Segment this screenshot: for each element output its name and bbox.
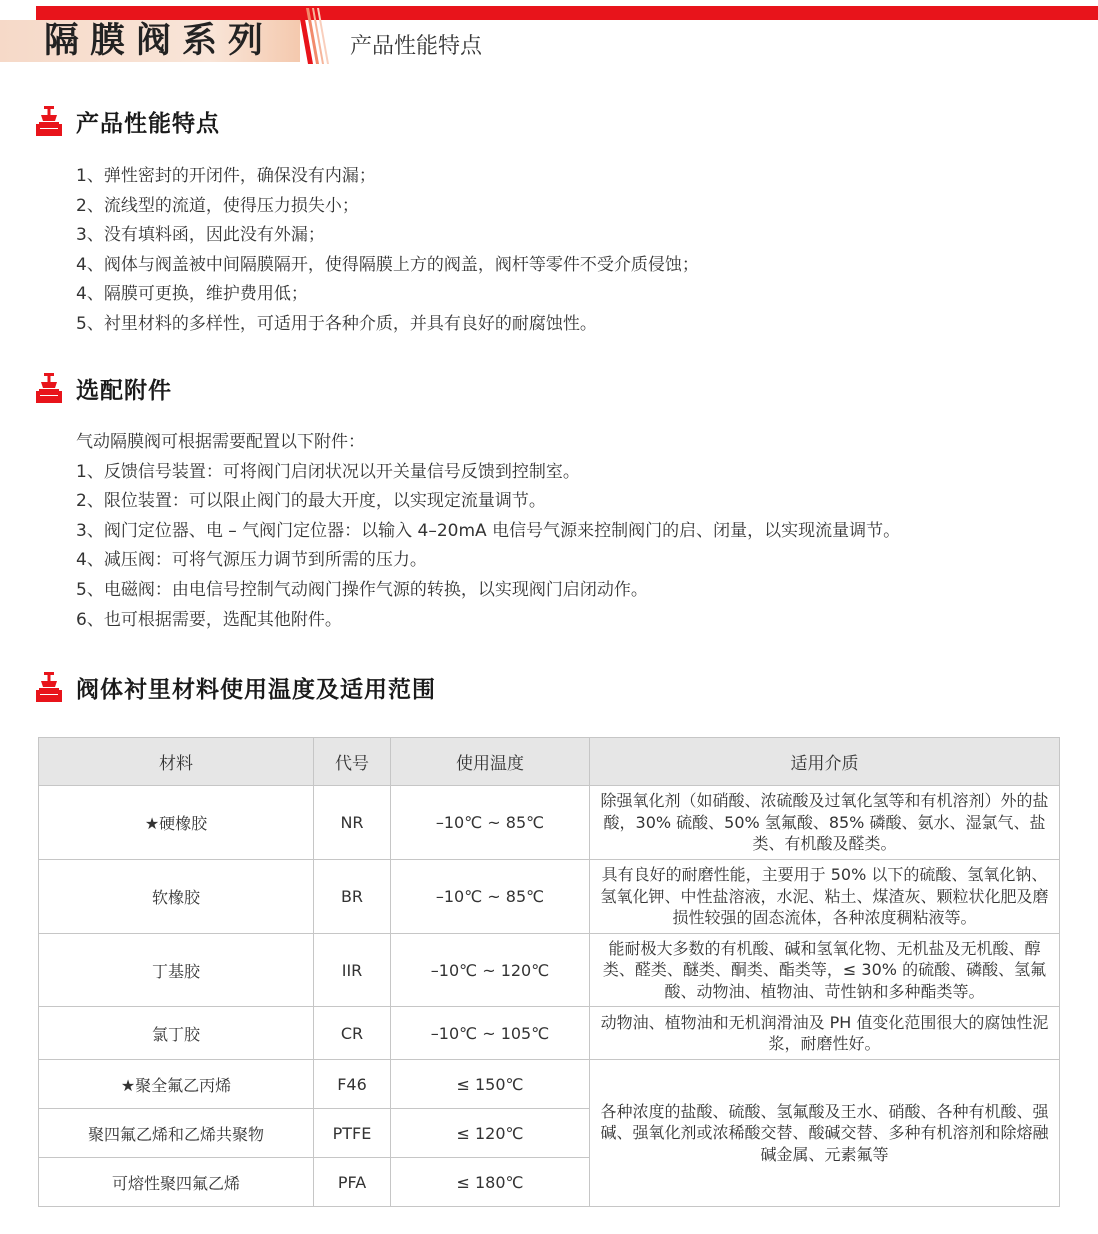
table-row (39, 860, 1060, 934)
code-cell: NR (314, 786, 391, 860)
list-item: 气动隔膜阀可根据需要配置以下附件： (76, 432, 365, 452)
features-heading (36, 104, 220, 138)
page-subtitle: 产品性能特点 (350, 34, 483, 59)
table-row (39, 1060, 1060, 1109)
list-item: 4、隔膜可更换，维护费用低； (76, 284, 308, 305)
list-item: 6、也可根据需要，选配其他附件。 (76, 609, 342, 630)
header-stripes-decoration (296, 8, 346, 64)
medium-cell: 具有良好的耐磨性能，主要用于 50% 以下的硫酸、氢氧化钠、氢氧化钾、中性盐溶液，水泥、粘土、煤渣灰、颗粒状化肥及磨损性较强的固态流体，各种浓度稠粘液等。 (590, 860, 1060, 934)
temperature-cell: –10℃ ~ 85℃ (391, 786, 590, 860)
code-cell: PFA (314, 1158, 391, 1207)
valve-icon (36, 672, 62, 702)
material-cell: 氯丁胶 (39, 1007, 314, 1060)
list-item: 5、电磁阀：由电信号控制气动阀门操作气源的转换，以实现阀门启闭动作。 (76, 579, 648, 600)
page-title: 隔膜阀系列 (44, 20, 275, 61)
medium-cell: 除强氧化剂（如硝酸、浓硫酸及过氧化氢等和有机溶剂）外的盐酸，30% 硫酸、50% 氢氟酸、85% 磷酸、氨水、湿氯气、盐类、有机酸及醛类。 (590, 786, 1060, 860)
temperature-cell: –10℃ ~ 105℃ (391, 1007, 590, 1060)
materials-table (38, 737, 1060, 1207)
table-row (39, 934, 1060, 1007)
material-cell: 丁基胶 (39, 934, 314, 1007)
header-banner (0, 0, 1098, 70)
list-item: 1、反馈信号装置：可将阀门启闭状况以开关量信号反馈到控制室。 (76, 461, 580, 482)
list-item: 2、限位装置：可以限止阀门的最大开度，以实现定流量调节。 (76, 491, 546, 512)
list-item: 5、衬里材料的多样性，可适用于各种介质，并具有良好的耐腐蚀性。 (76, 313, 597, 334)
features-list (76, 162, 699, 340)
table-header-row (39, 738, 1060, 786)
list-item: 4、减压阀：可将气源压力调节到所需的压力。 (76, 550, 427, 571)
code-cell: BR (314, 860, 391, 934)
section-heading: 选配附件 (76, 377, 172, 404)
section-heading: 产品性能特点 (76, 110, 220, 137)
medium-cell: 各种浓度的盐酸、硫酸、氢氟酸及王水、硝酸、各种有机酸、强碱、强氧化剂或浓稀酸交替、酸碱交替、多种有机溶剂和除熔融碱金属、元素氟等 (590, 1060, 1060, 1207)
temperature-cell: –10℃ ~ 120℃ (391, 934, 590, 1007)
lining-heading (36, 670, 436, 704)
code-cell: F46 (314, 1060, 391, 1109)
list-item: 4、阀体与阀盖被中间隔膜隔开，使得隔膜上方的阀盖，阀杆等零件不受介质侵蚀； (76, 254, 699, 275)
material-cell: 聚四氟乙烯和乙烯共聚物 (39, 1109, 314, 1158)
material-cell: ★聚全氟乙丙烯 (39, 1060, 314, 1109)
column-header-temperature: 使用温度 (391, 738, 590, 786)
table-row (39, 786, 1060, 860)
accessories-heading (36, 371, 172, 405)
list-item: 3、没有填料函，因此没有外漏； (76, 225, 325, 246)
column-header-medium: 适用介质 (590, 738, 1060, 786)
list-item: 3、阀门定位器、电 – 气阀门定位器：以输入 4–20mA 电信号气源来控制阀门的启、闭量，以实现流量调节。 (76, 520, 901, 541)
temperature-cell: –10℃ ~ 85℃ (391, 860, 590, 934)
temperature-cell: ≤ 180℃ (391, 1158, 590, 1207)
temperature-cell: ≤ 120℃ (391, 1109, 590, 1158)
list-item: 2、流线型的流道，使得压力损失小； (76, 195, 359, 216)
column-header-code: 代号 (314, 738, 391, 786)
medium-cell: 能耐极大多数的有机酸、碱和氢氧化物、无机盐及无机酸、醇类、醛类、醚类、酮类、酯类等，≤ 30% 的硫酸、磷酸、氢氟酸、动物油、植物油、苛性钠和多种酯类等。 (590, 934, 1060, 1007)
accessories-list (76, 428, 900, 635)
section-heading: 阀体衬里材料使用温度及适用范围 (76, 676, 436, 703)
code-cell: CR (314, 1007, 391, 1060)
material-cell: ★硬橡胶 (39, 786, 314, 860)
temperature-cell: ≤ 150℃ (391, 1060, 590, 1109)
code-cell: IIR (314, 934, 391, 1007)
material-cell: 可熔性聚四氟乙烯 (39, 1158, 314, 1207)
column-header-material: 材料 (39, 738, 314, 786)
valve-icon (36, 106, 62, 136)
code-cell: PTFE (314, 1109, 391, 1158)
material-cell: 软橡胶 (39, 860, 314, 934)
medium-cell: 动物油、植物油和无机润滑油及 PH 值变化范围很大的腐蚀性泥浆，耐磨性好。 (590, 1007, 1060, 1060)
table-row (39, 1007, 1060, 1060)
list-item: 1、弹性密封的开闭件，确保没有内漏； (76, 166, 376, 186)
valve-icon (36, 373, 62, 403)
